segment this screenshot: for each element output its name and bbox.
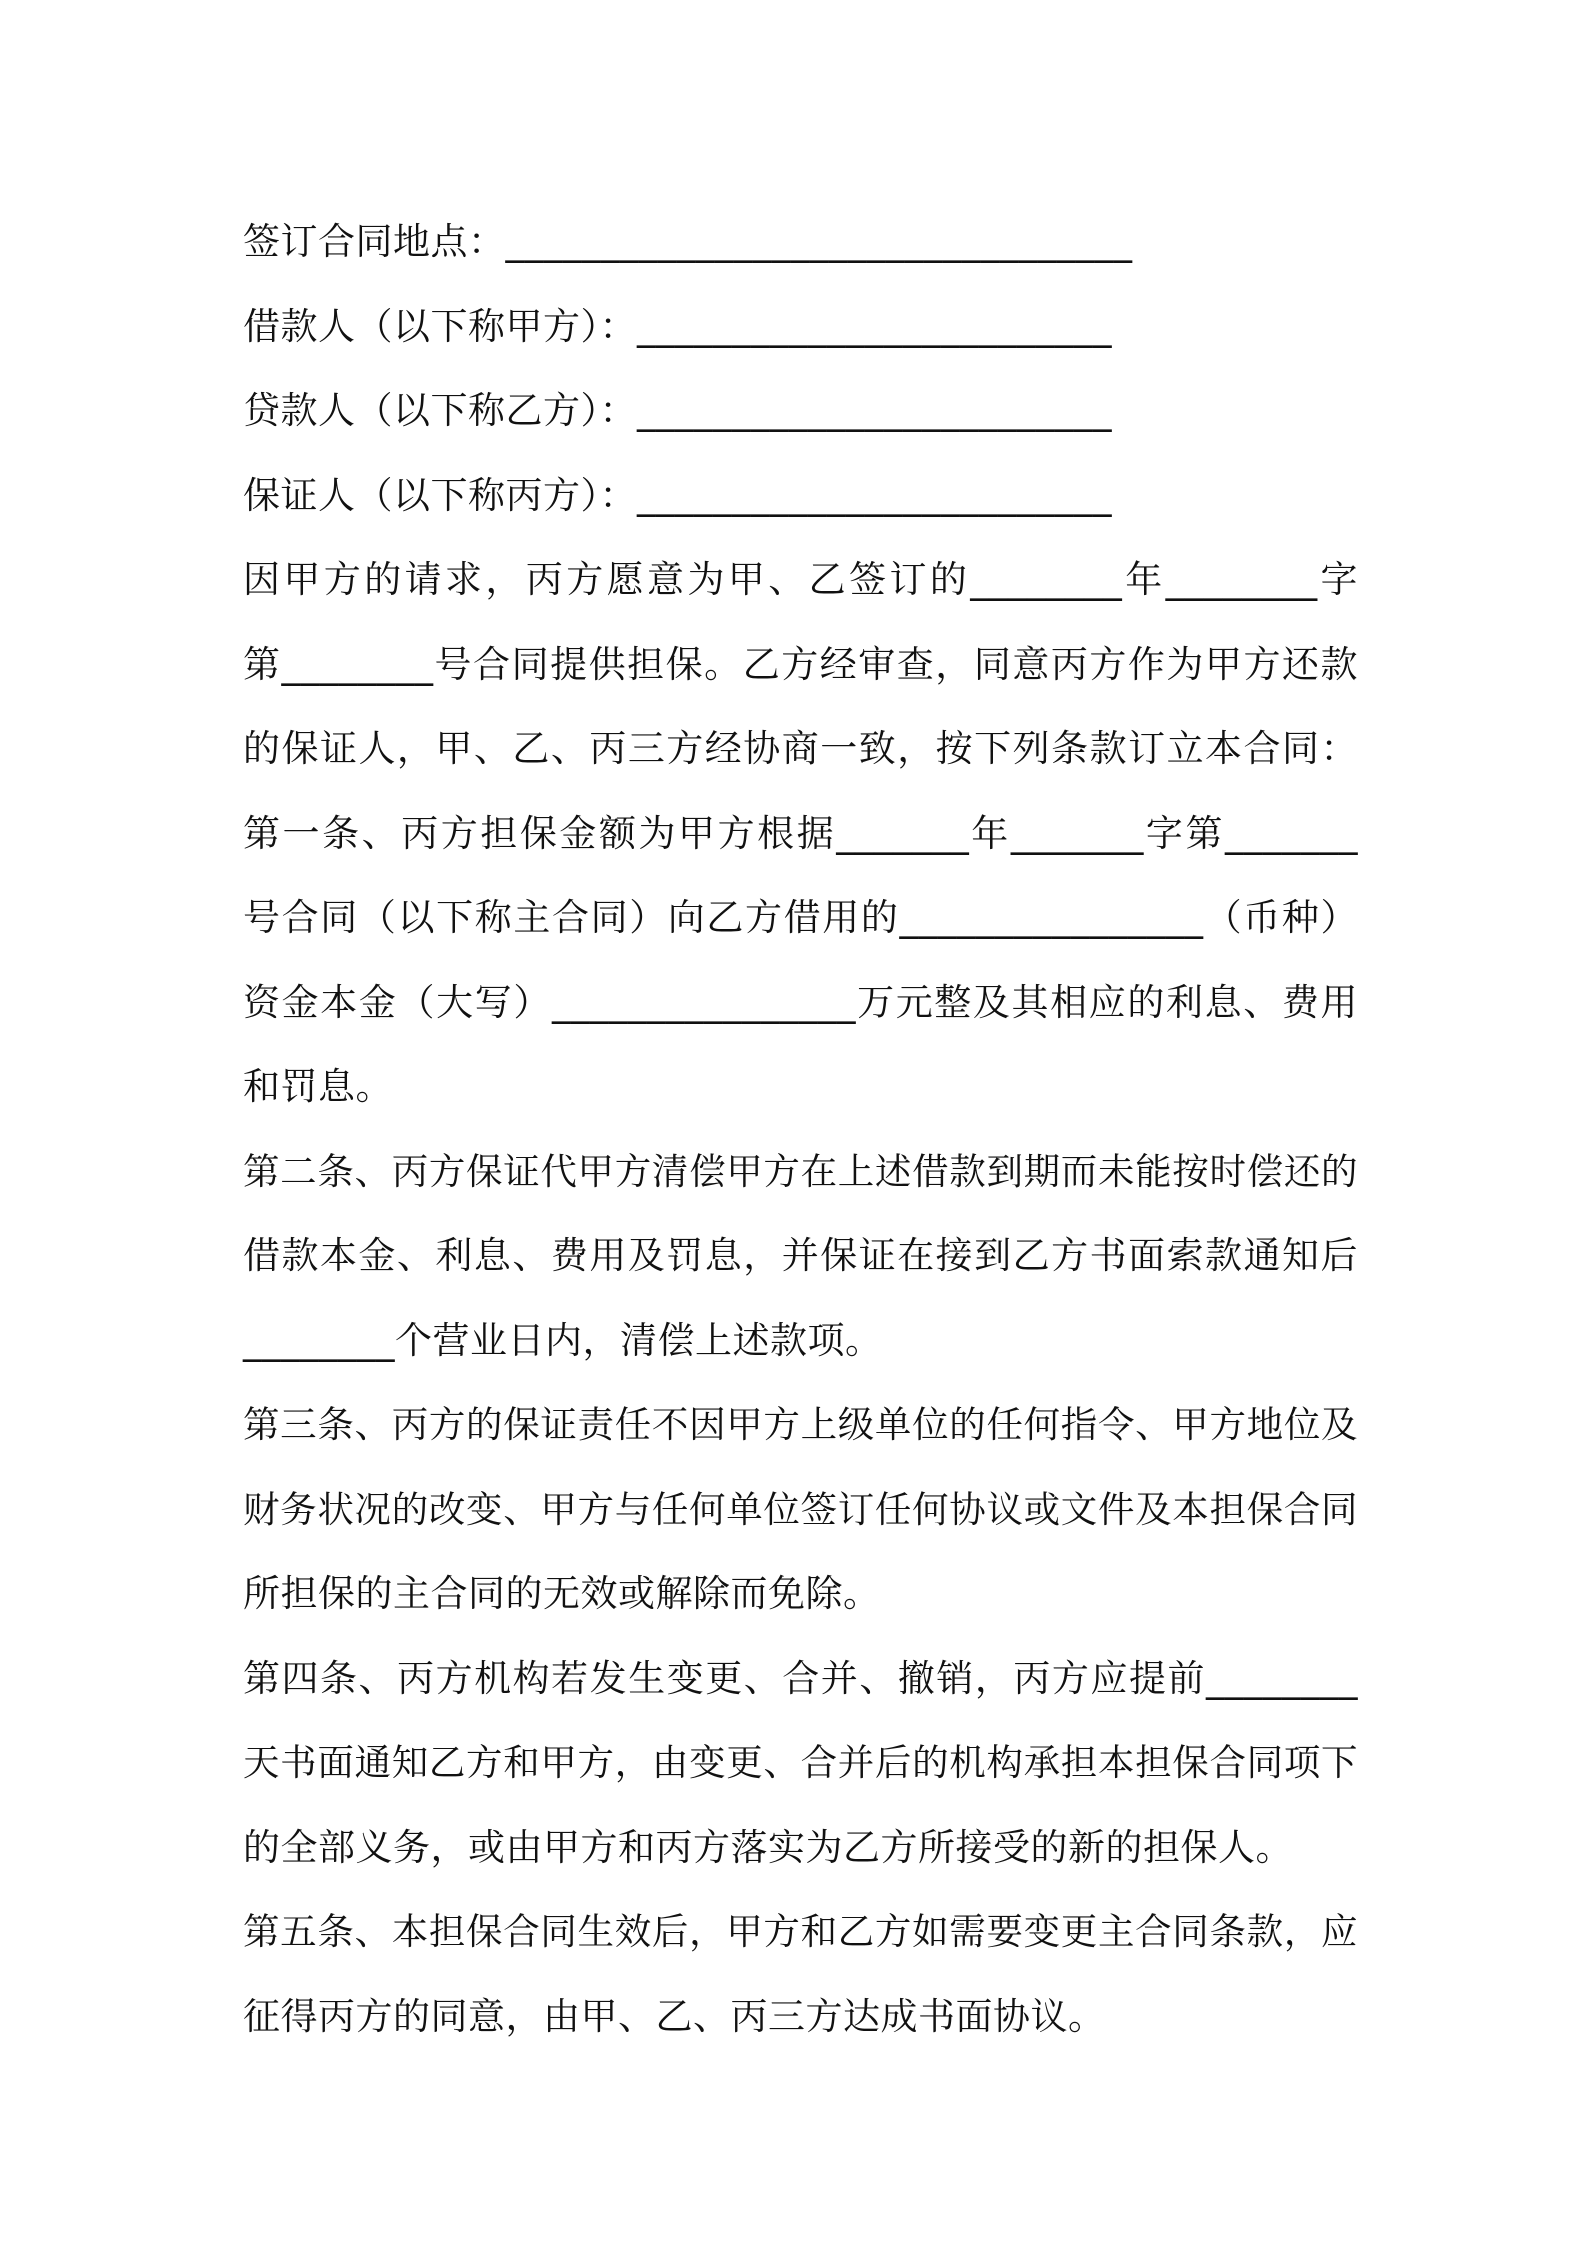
article-2-line-3: ________个营业日内，清偿上述款项。 (243, 1318, 883, 1362)
contract-signing-place-line: 签订合同地点：_________________________________ (243, 220, 1133, 263)
article-3-line-3: 所担保的主合同的无效或解除而免除。 (243, 1572, 881, 1615)
article-1-line-2: 号合同（以下称主合同）向乙方借用的________________（币种） (243, 896, 1358, 939)
contract-body (243, 200, 1358, 2059)
article-2-line-1: 第二条、丙方保证代甲方清偿甲方在上述借款到期而未能按时偿还的 (243, 1149, 1358, 1193)
article-3-line-1: 第三条、丙方的保证责任不因甲方上级单位的任何指令、甲方地位及 (243, 1403, 1358, 1446)
preamble-line-1: 因甲方的请求，丙方愿意为甲、乙签订的________年________字 (243, 558, 1358, 601)
lender-line: 贷款人（以下称乙方）：_________________________ (243, 389, 1112, 432)
preamble-line-2: 第________号合同提供担保。乙方经审查，同意丙方作为甲方还款 (243, 642, 1358, 686)
article-4-line-3: 的全部义务，或由甲方和丙方落实为乙方所接受的新的担保人。 (243, 1825, 1293, 1869)
article-4-line-1: 第四条、丙方机构若发生变更、合并、撤销，丙方应提前________ (243, 1656, 1358, 1700)
article-5-line-1: 第五条、本担保合同生效后，甲方和乙方如需要变更主合同条款，应 (243, 1910, 1358, 1953)
article-3-line-2: 财务状况的改变、甲方与任何单位签订任何协议或文件及本担保合同 (243, 1487, 1358, 1531)
article-1-line-4: 和罚息。 (243, 1065, 393, 1108)
borrower-line: 借款人（以下称甲方）：_________________________ (243, 304, 1112, 348)
article-4-line-2: 天书面通知乙方和甲方，由变更、合并后的机构承担本担保合同项下 (243, 1741, 1358, 1784)
article-2-line-2: 借款本金、利息、费用及罚息，并保证在接到乙方书面索款通知后 (243, 1234, 1358, 1277)
article-5-line-2: 征得丙方的同意，由甲、乙、丙三方达成书面协议。 (243, 1994, 1106, 2038)
guarantor-line: 保证人（以下称丙方）：_________________________ (243, 473, 1112, 517)
article-1-line-1: 第一条、丙方担保金额为甲方根据_______年_______字第_______ (243, 811, 1358, 855)
article-1-line-3: 资金本金（大写）________________万元整及其相应的利息、费用 (243, 980, 1358, 1024)
preamble-line-3: 的保证人，甲、乙、丙三方经协商一致，按下列条款订立本合同： (243, 727, 1358, 770)
